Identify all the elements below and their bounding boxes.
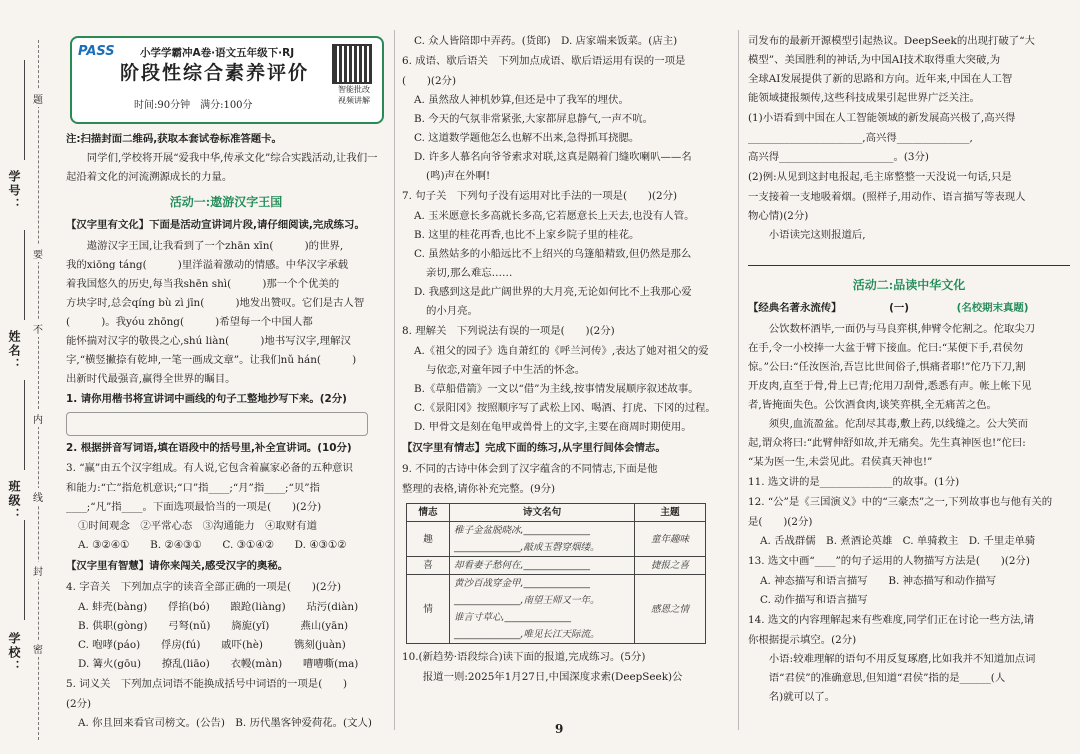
column-divider xyxy=(394,30,395,730)
name-line xyxy=(24,230,25,320)
question-6-points: ( )(2分) xyxy=(402,75,456,87)
option-c[interactable]: C. 咆哮(páo) 俘房(fú) 戚吓(hè) 镌刻(juàn) xyxy=(78,639,346,651)
passage-line: ( )。我yóu zhōng( )希望每一个中国人都 xyxy=(66,316,313,328)
report-text: 报道一则:2025年1月27日,中国深度求索(DeepSeek)公 xyxy=(422,671,683,683)
classic-passage-line: 须臾,血流盈盆。佗刮尽其毒,敷上药,以线缝之。公大笑而 xyxy=(768,418,1029,430)
fold-mark: 题 xyxy=(33,90,43,107)
question-10-2: (2)例:从见到这封电报起,毛主席整整一天没说一句话,只是 xyxy=(748,171,1012,183)
section-heading: 【汉字里有情志】完成下面的练习,从字里行间体会情志。 xyxy=(402,442,666,454)
question-12: 12. “公”是《三国演义》中的“三豪杰”之一,下列故事也与他有关的 xyxy=(748,496,1053,508)
option-cd[interactable]: C. 众人皆陪即中弄药。(货郎) D. 店家端来饭菜。(店主) xyxy=(414,35,678,47)
classic-passage-line: 开皮肉,直至于骨,骨上已青;佗用刀刮骨,悉悉有声。帐上帐下见 xyxy=(748,380,1032,392)
option-c-cont: 亲切,那么难忘…… xyxy=(426,267,513,279)
option-b[interactable]: B.《草船借箭》一文以“借”为主线,按事情发展顺序叙述故事。 xyxy=(414,383,699,395)
school-line xyxy=(24,520,25,620)
time-score: 时间:90分钟 满分:100分 xyxy=(134,100,253,111)
id-line xyxy=(24,60,25,160)
classic-passage-line: 在手,令一小校捧一大盆于臂下接血。佗曰:“某便下手,君侯勿 xyxy=(748,342,1024,354)
verse-cell[interactable]: 却看妻子愁何在,______________ xyxy=(450,557,635,575)
option-a[interactable]: A.《祖父的园子》选自萧红的《呼兰河传》,表达了她对祖父的爱 xyxy=(414,345,709,357)
scan-note: 注:扫描封面二维码,获取本套试卷标准答题卡。 xyxy=(66,133,282,145)
question-10-2-text: 一支接着一支地吸着烟。(照样子,用动作、语言描写等表现人 xyxy=(748,191,1026,203)
option-a[interactable]: A. 蚌壳(bàng) 俘掐(bó) 踉跄(liàng) 玷污(diàn) xyxy=(78,601,359,613)
question-7: 7. 句子关 下列句子没有运用对比手法的一项是( )(2分) xyxy=(402,190,678,202)
fold-mark: 不 xyxy=(33,320,43,337)
section-heading: 【汉字里有智慧】请你来闯关,感受汉字的奥秘。 xyxy=(66,560,289,572)
question-12-options[interactable]: A. 舌战群儒 B. 煮酒论英雄 C. 单骑救主 D. 千里走单骑 xyxy=(760,535,1036,547)
class-line xyxy=(24,380,25,470)
question-3-text: 和能力:“亡”指危机意识;“口”指____;“月”指____;“贝”指 xyxy=(66,482,320,494)
option-d[interactable]: D. 我感到这是此广阔世界的大月亮,无论如何比不上我那心爱 xyxy=(414,286,692,298)
class-label: 班级： xyxy=(7,480,21,522)
table-row xyxy=(407,522,706,557)
name-label: 姓名： xyxy=(7,330,21,372)
column-middle xyxy=(402,0,722,754)
passage-line: 我的xiōng táng( )里洋溢着激动的情感。中华汉字承载 xyxy=(66,259,349,271)
section-heading: 【汉字里有文化】下面是活动宣讲词片段,请仔细阅读,完成练习。 xyxy=(66,219,365,231)
answer-box[interactable] xyxy=(66,412,368,436)
question-4: 4. 字音关 下列加点字的读音全部正确的一项是( )(2分) xyxy=(66,581,342,593)
page-number: 9 xyxy=(555,722,564,736)
fill-blank-line[interactable]: ______________________,高兴得______________, xyxy=(748,132,973,144)
question-5-points: (2分) xyxy=(66,698,92,710)
binding-margin xyxy=(0,0,62,754)
option-c[interactable]: C. 虽然姑多的小船远比不上绍兴的乌篷船精致,但仍然是那么 xyxy=(414,248,692,260)
qr-code-icon[interactable] xyxy=(332,44,372,84)
option-c[interactable]: C.《景阳冈》按照顺序写了武松上冈、喝酒、打虎、下冈的过程。 xyxy=(414,402,716,414)
option-d[interactable]: D. 甲骨文是刻在龟甲或兽骨上的文字,主要在商周时期使用。 xyxy=(414,421,692,433)
school-label: 学校： xyxy=(7,632,21,674)
classic-passage-line: 惊。”公曰:“任汝医治,吾岂比世间俗子,惧痛者耶!”佗乃下刀,割 xyxy=(748,361,1026,373)
series-subtitle: 小学学霸冲A卷·语文五年级下·RJ xyxy=(140,47,295,59)
option-b[interactable]: B. 供职(gòng) 弓弩(nǔ) 旖旎(yǐ) 燕山(yān) xyxy=(78,620,349,632)
question-6: 6. 成语、歇后语关 下列加点成语、歇后语运用有误的一项是 xyxy=(402,55,686,67)
question-3-text: ____;“凡”指____。下面选项最恰当的一项是( )(2分) xyxy=(66,501,322,513)
column-header: 情志 xyxy=(407,504,450,522)
fill-blank-line[interactable]: 高兴得______________________。(3分) xyxy=(748,151,929,163)
mood-cell: 情 xyxy=(407,575,450,644)
option-a[interactable]: A. 虽然敌人神机妙算,但还是中了我军的埋伏。 xyxy=(414,94,629,106)
exam-title: 阶段性综合素养评价 xyxy=(120,62,310,84)
question-13: 13. 选文中画“____”的句子运用的人物描写方法是( )(2分) xyxy=(748,555,1030,567)
fold-mark: 要 xyxy=(33,245,43,262)
option-ab[interactable]: A. 你且回来看官司榜文。(公告) B. 历代墨客钟爱荷花。(文人) xyxy=(78,717,372,729)
option-d[interactable]: D. 篝火(gōu) 撩乱(liāo) 衣幔(màn) 嘈嘈嘶(ma) xyxy=(78,658,359,670)
theme-cell: 捷报之喜 xyxy=(635,557,706,575)
fold-line xyxy=(38,40,39,740)
passage-line: 遨游汉字王国,让我看到了一个zhān xīn( )的世界, xyxy=(86,240,344,252)
table-header-row xyxy=(407,504,706,522)
table-row xyxy=(407,575,706,644)
question-14-text: 语“君侯”的准确意思,但知道“君侯”指的是______(人 xyxy=(768,672,1006,684)
classic-passage-line: 公饮数杯酒毕,一面仍与马良弈棋,伸臂令佗割之。佗取尖刀 xyxy=(768,323,1036,335)
question-14-text: 小语:较难理解的语句不用反复琢磨,比如我并不知道加点词 xyxy=(768,653,1036,665)
mood-cell: 喜 xyxy=(407,557,450,575)
fold-mark: 封 xyxy=(33,562,43,579)
fold-mark: 内 xyxy=(33,410,43,427)
option-c[interactable]: C. 动作描写和语言描写 xyxy=(760,594,868,606)
question-14-text: 你根据提示填空。(2分) xyxy=(748,634,857,646)
report-text: 能领域捷报频传,这些科技成果引起世界广泛关注。 xyxy=(748,92,980,104)
id-label: 学号： xyxy=(7,170,21,212)
question-2: 2. 根据拼音写词语,填在语段中的括号里,补全宣讲词。(10分) xyxy=(66,442,352,454)
option-d-cont: (鸣)声在外啊! xyxy=(426,170,491,182)
activity-one-heading: 活动一:遨游汉字王国 xyxy=(169,195,283,209)
exam-header xyxy=(70,36,384,124)
mood-cell: 趣 xyxy=(407,522,450,557)
column-right xyxy=(748,0,1070,754)
passage-line: 字,“横竖撇捺有乾坤,一笔一画成文章”。让我们nǔ hán( ) xyxy=(66,354,357,366)
question-9-text: 整理的表格,请你补充完整。(9分) xyxy=(402,483,556,495)
qr-caption: 智能批改 视频讲解 xyxy=(338,85,370,105)
activity-two-heading: 活动二:品读中华文化 xyxy=(852,278,966,292)
question-9: 9. 不同的古诗中体会到了汉字蕴含的不同情志,下面是他 xyxy=(402,463,658,475)
fold-mark: 线 xyxy=(33,488,43,505)
intro-text: 同学们,学校将开展“爱我中华,传承文化”综合实践活动,让我们一起沿着文化的河流溯源成长的力量。 xyxy=(66,152,378,183)
brand-logo: PASS xyxy=(78,44,115,59)
verse-cell[interactable]: 黄沙百战穿金甲,______________ ______________,南望王师又一年。 谁言寸草心,______________ ______________,唯见长江天际流。 xyxy=(450,575,635,644)
passage-line: 出新时代最强音,赢得全世界的瞩目。 xyxy=(66,373,236,385)
option-c[interactable]: C. 这道数学题他怎么也解不出来,急得抓耳挠腮。 xyxy=(414,132,640,144)
fold-mark: 密 xyxy=(33,640,43,657)
question-5: 5. 词义关 下列加点词语不能换成括号中词语的一项是( ) xyxy=(66,678,348,690)
answer-prompt: 小语读完这则报道后, xyxy=(768,229,866,241)
question-12-text: 是( )(2分) xyxy=(748,516,813,528)
question-14-text: 名)就可以了。 xyxy=(768,691,836,703)
option-d-cont: 的小月亮。 xyxy=(426,305,478,317)
option-a-cont: 与依恋,对童年园子中生活的怀念。 xyxy=(426,364,586,376)
table-row xyxy=(407,557,706,575)
report-text: 全球AI发展提供了新的思路和方向。近年来,中国在人工智 xyxy=(748,73,1013,85)
column-left xyxy=(66,0,386,754)
classic-passage-line: “某为医一生,未尝见此。君侯真天神也!” xyxy=(748,456,933,468)
option-d[interactable]: D. 许多人慕名向爷爷索求对联,这真是隔着门缝吹喇叭——名 xyxy=(414,151,692,163)
passage-line: 能怀揣对汉字的敬畏之心,shú liàn( )地书写汉字,理解汉 xyxy=(66,335,351,347)
section-heading: 【经典名著永流传】 (一) (名校期末真题) xyxy=(748,302,1029,314)
question-11: 11. 选文讲的是______________的故事。(1分) xyxy=(748,476,960,488)
classic-passage-line: 者,皆掩面失色。公饮酒食肉,谈笑弈棋,全无痛苦之色。 xyxy=(748,399,997,411)
verse-cell[interactable]: 稚子金盆脱晓冰,______________ ______________,敲成玉磬穿烟缕。 xyxy=(450,522,635,557)
option-a[interactable]: A. 玉米愿意长多高就长多高,它若愿意长上天去,也没有人管。 xyxy=(414,210,695,222)
report-text: 模型”、美国胜利的神话,为中国AI技术取得重大突破,为 xyxy=(748,54,1001,66)
passage-line: 着我国悠久的历史,每当我shēn shì( )那一个个优美的 xyxy=(66,278,340,290)
option-b[interactable]: B. 今天的气氛非常紧张,大家都屏息静气,一声不吭。 xyxy=(414,113,654,125)
option-b[interactable]: B. 这里的桂花再香,也比不上家乡院子里的桂花。 xyxy=(414,229,640,241)
question-10-1: (1)小语看到中国在人工智能领域的新发展高兴极了,高兴得 xyxy=(748,112,1016,124)
option-ab[interactable]: A. 神态描写和语言描写 B. 神态描写和动作描写 xyxy=(760,575,997,587)
question-10: 10.(新趋势·语段综合)读下面的报道,完成练习。(5分) xyxy=(402,651,646,663)
theme-cell: 童年趣味 xyxy=(635,522,706,557)
question-3-options[interactable]: A. ③②④① B. ②④③① C. ③①④② D. ④③①② xyxy=(78,539,347,551)
question-8: 8. 理解关 下列说法有误的一项是( )(2分) xyxy=(402,325,615,337)
question-3: 3. “赢”由五个汉字组成。有人说,它包含着赢家必备的五种意识 xyxy=(66,462,353,474)
question-14: 14. 选文的内容理解起来有些难度,同学们正在讨论一些方法,请 xyxy=(748,614,1035,626)
question-3-items: ①时间观念 ②平常心态 ③沟通能力 ④取财有道 xyxy=(78,520,317,532)
classic-passage-line: 起,谓众将曰:“此臂伸舒如故,并无痛矣。先生真神医也!”佗曰: xyxy=(748,437,1026,449)
theme-cell: 感恩之情 xyxy=(635,575,706,644)
report-text: 司发布的最新开源模型引起热议。DeepSeek的出现打破了“大 xyxy=(748,35,1035,47)
poem-table xyxy=(406,503,706,644)
passage-line: 方块字时,总会qíng bù zì jīn( )地发出赞叹。它们是古人智 xyxy=(66,297,365,309)
answer-line[interactable] xyxy=(748,246,1070,266)
column-header: 主题 xyxy=(635,504,706,522)
question-10-2-text: 物心情)(2分) xyxy=(748,210,809,222)
column-header: 诗文名句 xyxy=(450,504,635,522)
question-1: 1. 请你用楷书将宣讲词中画线的句子工整地抄写下来。(2分) xyxy=(66,393,347,405)
column-divider xyxy=(738,30,739,730)
